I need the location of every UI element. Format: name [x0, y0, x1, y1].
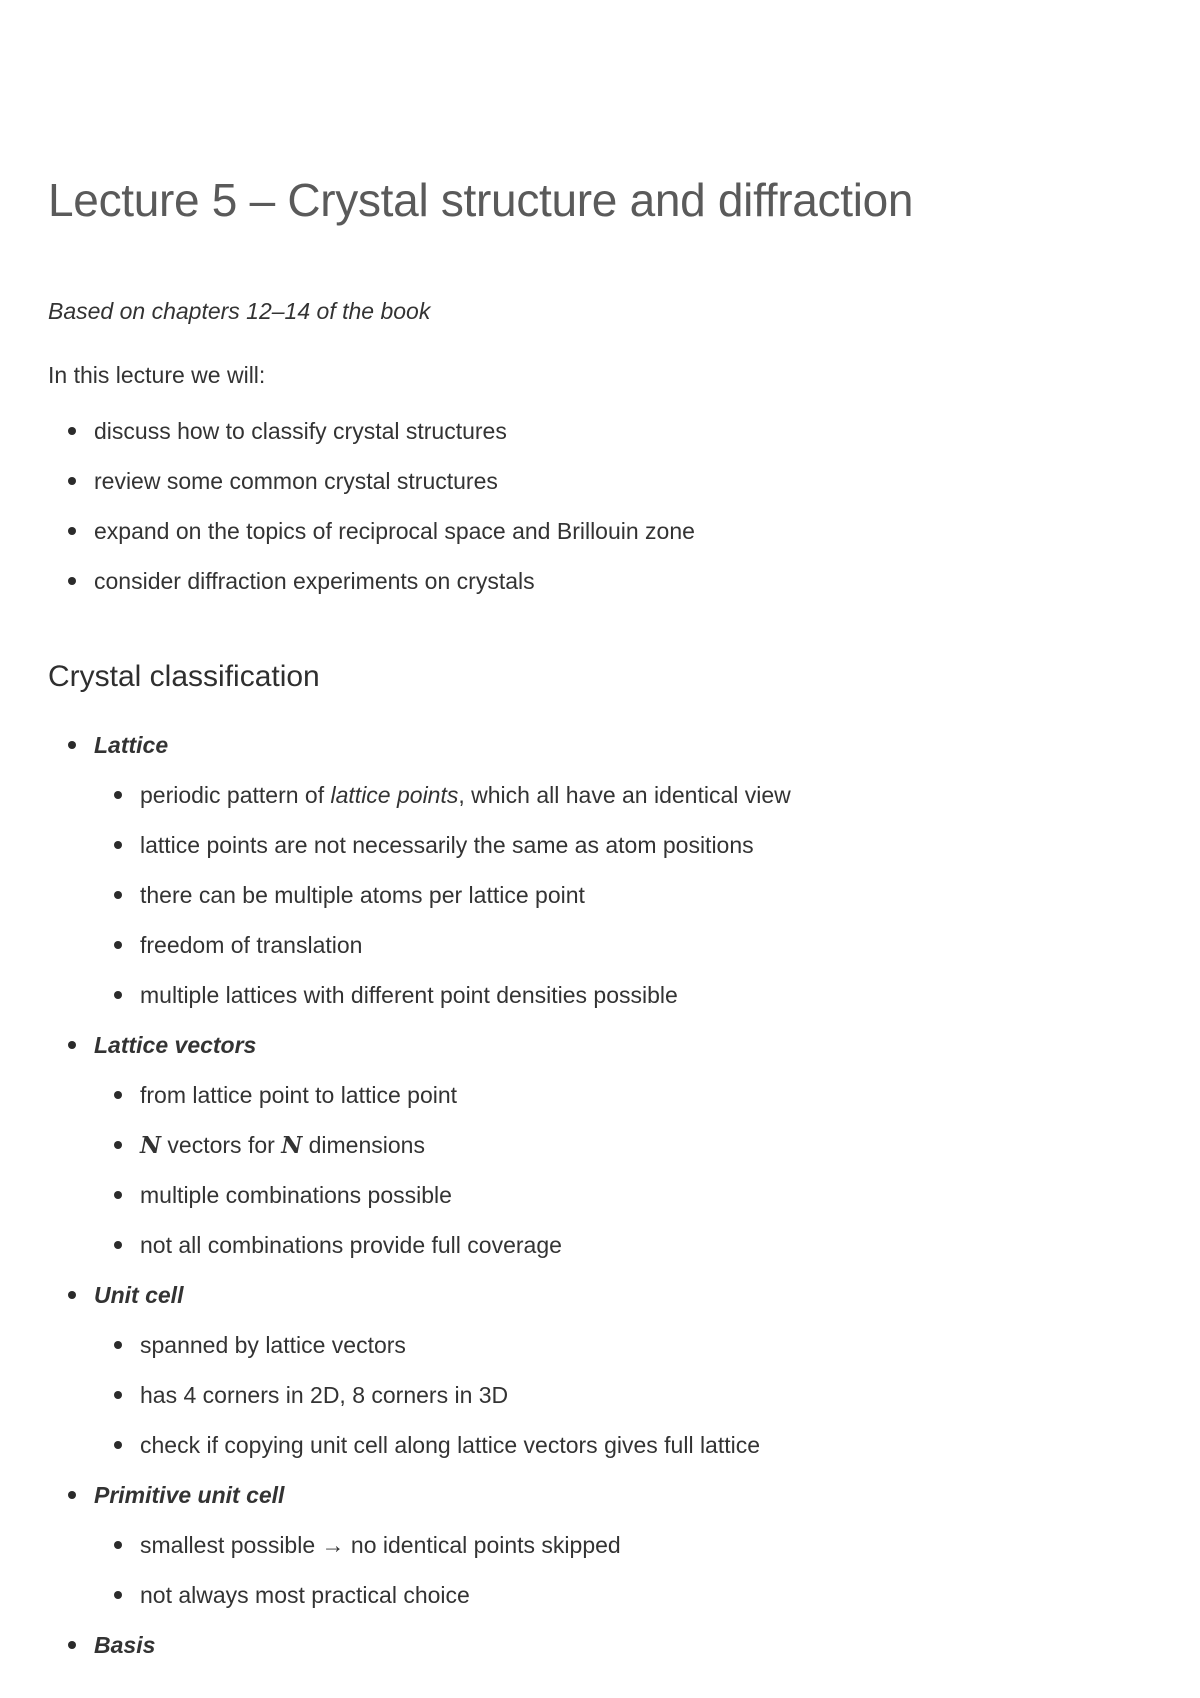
bullet-icon	[114, 1241, 122, 1249]
list-item: multiple lattices with different point densities possible	[94, 980, 791, 1030]
bullet-icon	[114, 791, 122, 799]
topic-basis	[48, 1630, 791, 1680]
list-item: there can be multiple atoms per lattice point	[94, 880, 791, 930]
intro-text: In this lecture we will:	[48, 362, 266, 388]
topic-unit-cell	[48, 1280, 791, 1480]
sub-list	[94, 1330, 791, 1480]
bullet-icon	[68, 1491, 76, 1499]
math-symbol: N	[140, 1132, 162, 1159]
topic-primitive-unit-cell	[48, 1480, 791, 1630]
list-item: smallest possible → no identical points skipped	[94, 1530, 791, 1580]
topic-heading: Basis	[94, 1632, 156, 1658]
bullet-icon	[68, 741, 76, 749]
bullet-icon	[114, 1541, 122, 1549]
list-item: from lattice point to lattice point	[94, 1080, 791, 1130]
list-item: lattice points are not necessarily the same as atom positions	[94, 830, 791, 880]
bullet-icon	[114, 1591, 122, 1599]
bullet-icon	[68, 577, 76, 585]
topic-lattice-vectors	[48, 1030, 791, 1280]
bullet-icon	[114, 891, 122, 899]
list-item: discuss how to classify crystal structures	[48, 416, 695, 466]
sub-list	[94, 1080, 791, 1280]
topics-list	[48, 730, 791, 1680]
page-title: Lecture 5 – Crystal structure and diffraction	[48, 174, 914, 226]
topic-heading: Primitive unit cell	[94, 1482, 285, 1508]
section-heading: Crystal classification	[48, 660, 320, 693]
bullet-icon	[114, 1441, 122, 1449]
list-item: not always most practical choice	[94, 1580, 791, 1630]
bullet-icon	[114, 991, 122, 999]
bullet-icon	[114, 1341, 122, 1349]
list-item: freedom of translation	[94, 930, 791, 980]
sub-list	[94, 780, 791, 1030]
bullet-icon	[68, 527, 76, 535]
goals-list	[48, 416, 695, 616]
math-symbol: N	[281, 1132, 303, 1159]
list-item: check if copying unit cell along lattice vectors gives full lattice	[94, 1430, 791, 1480]
bullet-icon	[114, 941, 122, 949]
bullet-icon	[114, 1391, 122, 1399]
list-item: multiple combinations possible	[94, 1180, 791, 1230]
list-item: not all combinations provide full coverage	[94, 1230, 791, 1280]
bullet-icon	[68, 477, 76, 485]
sub-list	[94, 1530, 791, 1630]
bullet-icon	[68, 1291, 76, 1299]
bullet-icon	[68, 427, 76, 435]
topic-heading: Lattice	[94, 732, 169, 758]
list-item: has 4 corners in 2D, 8 corners in 3D	[94, 1380, 791, 1430]
list-item: periodic pattern of lattice points, which all have an identical view	[94, 780, 791, 830]
topic-heading: Unit cell	[94, 1282, 184, 1308]
bullet-icon	[114, 1191, 122, 1199]
topic-heading: Lattice vectors	[94, 1032, 257, 1058]
topic-lattice	[48, 730, 791, 1030]
list-item: N vectors for N dimensions	[94, 1130, 791, 1180]
bullet-icon	[114, 1091, 122, 1099]
list-item: spanned by lattice vectors	[94, 1330, 791, 1380]
list-item: expand on the topics of reciprocal space and Brillouin zone	[48, 516, 695, 566]
list-item: consider diffraction experiments on crystals	[48, 566, 695, 616]
bullet-icon	[114, 841, 122, 849]
bullet-icon	[68, 1641, 76, 1649]
bullet-icon	[114, 1141, 122, 1149]
bullet-icon	[68, 1041, 76, 1049]
subtitle: Based on chapters 12–14 of the book	[48, 298, 431, 324]
list-item: review some common crystal structures	[48, 466, 695, 516]
